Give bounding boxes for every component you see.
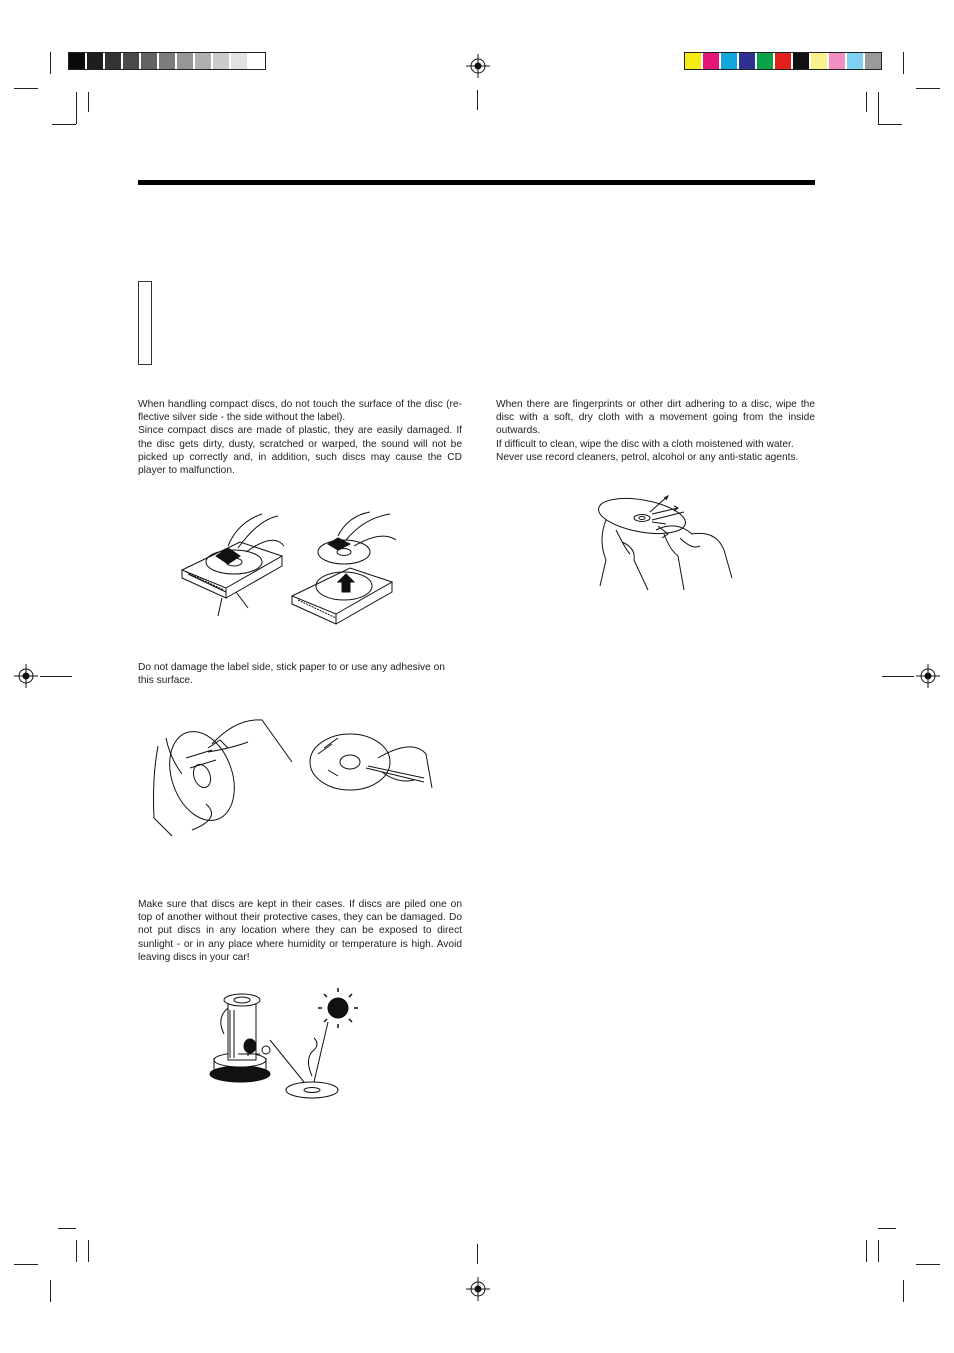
heat-sunlight-illustration [208,988,360,1100]
color-swatch [739,53,757,69]
storage-paragraph [138,898,462,964]
gray-swatch [213,53,231,69]
crop-mark [52,124,76,125]
registration-target-bottom [466,1277,490,1301]
crop-mark [50,52,51,74]
crop-mark [903,52,904,74]
color-swatch [775,53,793,69]
crop-mark [916,1264,940,1265]
gray-swatch [69,53,87,69]
gray-swatch [159,53,177,69]
crop-mark [88,92,89,112]
crop-mark [903,1280,904,1302]
color-swatch [703,53,721,69]
cleaning-line: Never use record cleaners, petrol, alcohol or any anti-static agents. [496,451,799,463]
crop-mark [50,1280,51,1302]
crop-mark [878,124,902,125]
wiping-disc-illustration [596,490,736,594]
crop-mark [916,88,940,89]
color-swatch [757,53,775,69]
color-registration-bar [684,52,882,70]
crop-mark [866,92,867,112]
crop-mark [878,1240,879,1262]
gray-swatch [87,53,105,69]
crop-mark [477,1244,478,1264]
crop-mark [882,676,914,677]
crop-mark [878,1228,896,1229]
color-swatch [847,53,865,69]
color-swatch [685,53,703,69]
crop-mark [76,1240,77,1262]
gray-swatch [231,53,249,69]
registration-target-right [916,664,940,688]
crop-mark [14,1264,38,1265]
label-side-illustration [152,718,438,838]
crop-mark [878,92,879,124]
crop-mark [14,88,38,89]
gray-swatch [141,53,159,69]
color-swatch [721,53,739,69]
header-rule [138,180,815,185]
gray-swatch [249,53,265,69]
label-side-text: Do not damage the label side, stick paper to or use any adhesive on this surface. [138,662,445,687]
gray-swatch [195,53,213,69]
storage-text: Make sure that discs are kept in their cases. If discs are piled one on top of another without their protective cases, they can be damaged. Do not put discs in any location where they can be exposed to direct sunlight - or in any place where humidity or temperature is high. Avoid leaving discs in your car! [138,899,462,963]
handling-line: Since compact discs are made of plastic, they are easily damaged. If the disc gets dirty, dusty, scratched or warped, the sound will not be picked up correctly and, in addition, such discs may cause the CD player to malfunction. [138,425,462,477]
label-side-paragraph [138,661,462,687]
crop-mark [58,1228,76,1229]
cleaning-line: When there are fingerprints or other dirt adhering to a disc, wipe the disc with a soft, dry cloth with a movement going from the inside outwards. [496,399,815,437]
registration-target-top [466,54,490,78]
gray-swatch [123,53,141,69]
color-swatch [811,53,829,69]
grayscale-registration-bar [68,52,266,70]
crop-mark [866,1240,867,1262]
gray-swatch [177,53,195,69]
color-swatch [793,53,811,69]
handling-paragraph [138,398,462,477]
color-swatch [865,53,881,69]
crop-mark [477,90,478,110]
crop-mark [88,1240,89,1262]
gray-swatch [105,53,123,69]
crop-mark [76,92,77,124]
crop-mark [40,676,72,677]
cleaning-paragraph [496,398,815,464]
handling-line: When handling compact discs, do not touch the surface of the disc (re-flective silver side - the side without the label). [138,399,462,424]
cleaning-line: If difficult to clean, wipe the disc with a cloth moistened with water. [496,438,794,450]
color-swatch [829,53,847,69]
registration-target-left [14,664,38,688]
section-tab-box [138,281,152,365]
disc-tray-handling-illustration [178,512,400,628]
